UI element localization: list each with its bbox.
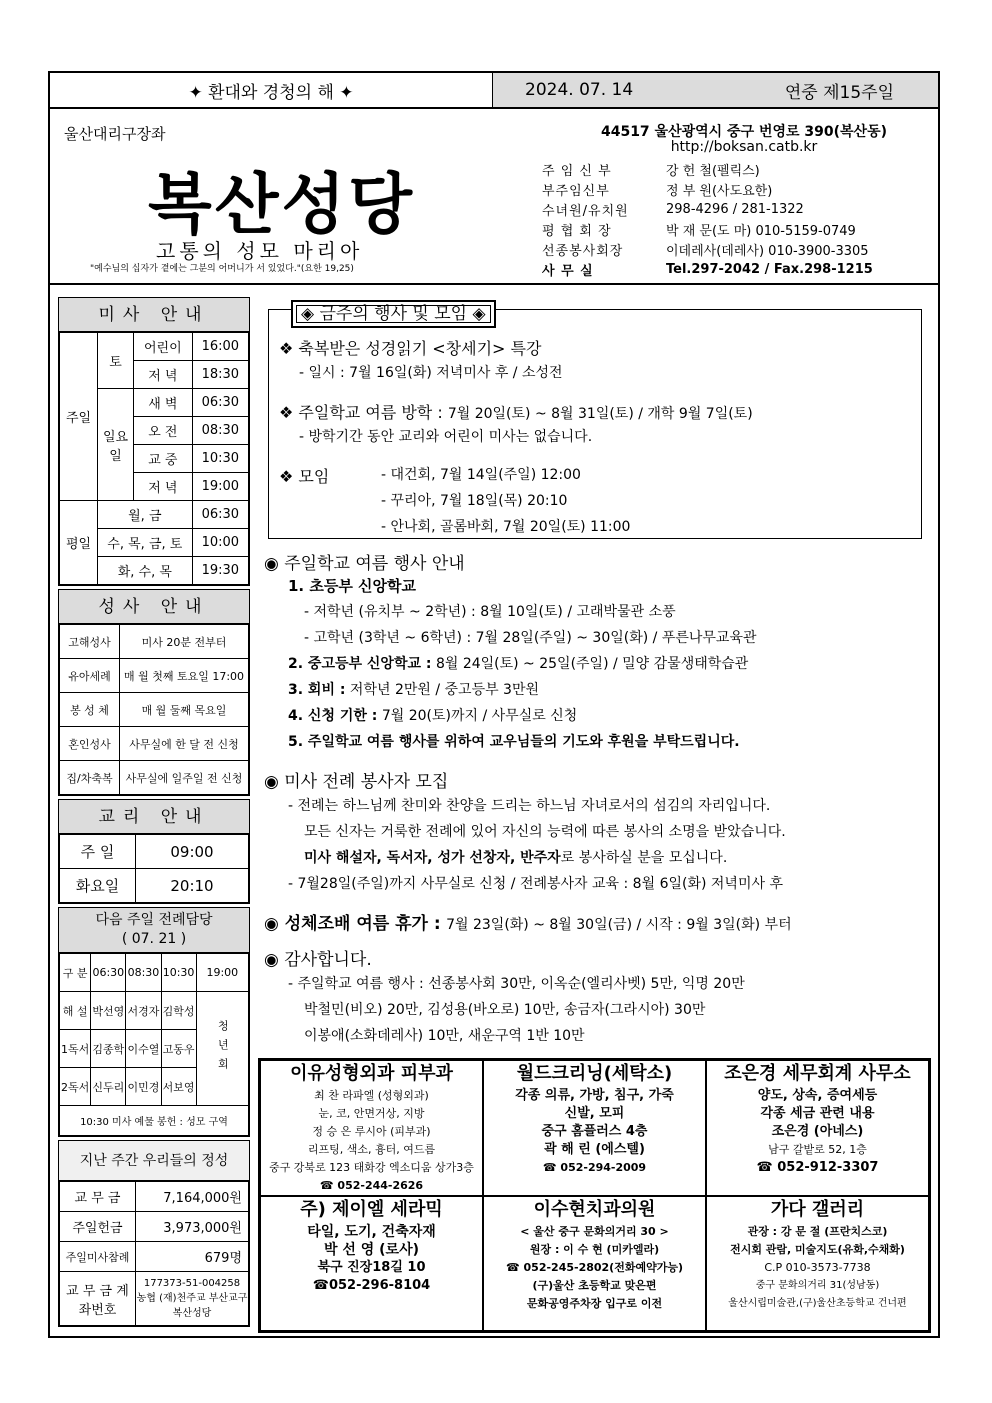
liturgy-apply: - 7월28일(주일)까지 사무실로 신청 / 전례봉사자 교육 : 8월 6일(화) 저녁미사 후 <box>288 876 783 892</box>
duty-person: 고동우 <box>161 1030 196 1068</box>
ad-line: < 울산 중구 문화의거리 30 > <box>520 1224 669 1238</box>
mass-table <box>59 332 249 585</box>
summer-elementary: 1. 초등부 신앙학교 <box>288 577 417 595</box>
ad-line: 눈, 코, 안면거상, 지방 <box>318 1107 425 1120</box>
doctrine-table <box>59 834 249 903</box>
duty-date: ( 07. 21 ) <box>121 931 187 947</box>
ad-name: 조은경 세무회계 사무소 <box>724 1063 911 1084</box>
duty-col-header: 10:30 <box>161 954 196 992</box>
mass-name: 화, 수, 목 <box>98 557 193 585</box>
staff-role: 주 임 신 부 <box>542 163 612 179</box>
ad-phone: ☎ 052-245-2802(전화예약가능) <box>505 1260 683 1274</box>
offering-info <box>58 1140 250 1327</box>
ad-line: 최 찬 라파엘 (성형외과) <box>314 1089 429 1102</box>
staff-row <box>542 179 932 199</box>
adoration-value: 7월 23일(화) ~ 8월 30일(금) / 시작 : 9월 3일(화) 부터 <box>446 917 792 933</box>
thanks-text: 박철민(비오) 20만, 김성용(바오로) 10만, 송금자(그라시아) 30만 <box>304 1002 706 1018</box>
ad-dermatology <box>260 1060 483 1196</box>
staff-value: 박 재 문(도 마) 010-5159-0749 <box>666 223 856 239</box>
mass-time: 19:30 <box>192 557 248 585</box>
account-number: 177373-51-004258 <box>143 1278 241 1289</box>
date-bar <box>493 73 938 107</box>
ad-line: 관장 : 강 문 절 (프란치스코) <box>747 1224 888 1238</box>
staff-value: 강 헌 철(펠릭스) <box>666 163 760 179</box>
ad-line: 남구 갈밭로 52, 1층 <box>768 1143 867 1156</box>
mass-time: 06:30 <box>192 389 248 417</box>
mass-name: 저 녁 <box>134 361 193 389</box>
doctrine-info <box>58 799 250 904</box>
mass-name: 수, 목, 금, 토 <box>98 529 193 557</box>
doctrine-title: 교리 안내 <box>59 800 249 834</box>
meeting-item: - 꾸리아, 7월 18일(목) 20:10 <box>381 493 568 509</box>
mass-time: 10:00 <box>192 529 248 557</box>
mass-time: 06:30 <box>192 501 248 529</box>
meeting-item: - 대건회, 7월 14일(주일) 12:00 <box>381 467 581 483</box>
mass-time: 10:30 <box>192 445 248 473</box>
sidebar <box>58 297 250 1330</box>
events-title: ◈ 금주의 행사 및 모임 ◈ <box>291 300 496 328</box>
summer-middle-value: 8월 24일(토) ~ 25일(주일) / 밀양 감물생태학습관 <box>435 656 749 672</box>
church-address: 44517 울산광역시 중구 번영로 390(복산동) <box>600 124 888 140</box>
ad-line: 중구 홈플러스 4층 <box>541 1124 648 1139</box>
adoration-title: ◉ 성체조배 여름 휴가 : <box>264 914 441 934</box>
saturday-label: 토 <box>98 333 134 389</box>
bible-quote: "예수님의 십자가 곁에는 그분의 어머니가 서 있었다."(요한 19,25) <box>90 264 354 274</box>
event-summer-dates: 7월 20일(토) ~ 8월 31일(토) / 개학 9월 7일(토) <box>447 406 753 422</box>
liturgy-roles <box>304 847 727 867</box>
duty-note: 10:30 미사 예물 봉헌 : 성모 구역 <box>60 1106 249 1136</box>
sacrament-title: 성사 안내 <box>59 590 249 624</box>
offering-value: 679명 <box>136 1242 249 1272</box>
doctrine-time: 09:00 <box>136 835 249 869</box>
weekday-label: 평일 <box>60 501 98 585</box>
staff-value: Tel.297-2042 / Fax.298-1215 <box>666 261 873 277</box>
liturgy-roles-list: 미사 해설자, 독서자, 성가 선창자, 반주자 <box>304 850 561 866</box>
ad-line: 각종 세금 관련 내용 <box>760 1106 875 1121</box>
ad-ceramic <box>260 1196 483 1332</box>
ad-line: 타일, 도기, 건축자재 <box>307 1223 436 1240</box>
duty-col-header: 구 분 <box>60 954 91 992</box>
summer-deadline <box>288 705 577 725</box>
duty-title: 다음 주일 전례담당 <box>95 912 213 928</box>
sacrament-info <box>58 589 250 796</box>
duty-person: 이민경 <box>126 1068 161 1106</box>
doctrine-day: 주 일 <box>60 835 136 869</box>
thanks-text: - 주일학교 여름 행사 : 선종봉사회 30만, 이옥순(엘리사벳) 5만, 익명 20만 <box>288 976 745 992</box>
thanks-title: ◉ 감사합니다. <box>264 950 372 970</box>
sacrament-value: 사무실에 일주일 전 신청 <box>120 761 249 795</box>
liturgical-sunday: 연중 제15주일 <box>784 82 894 103</box>
summer-middle-label: 2. 중고등부 신앙학교 : <box>288 656 432 672</box>
staff-row <box>542 219 932 239</box>
top-bar <box>50 73 938 109</box>
ad-line: 조은경 (아네스) <box>771 1124 864 1139</box>
duty-person: 서보영 <box>161 1068 196 1106</box>
sacrament-value: 사무실에 한 달 전 신청 <box>120 727 249 761</box>
offering-name: 주일헌금 <box>60 1212 136 1242</box>
summer-middle <box>288 653 748 673</box>
summer-fee <box>288 679 539 699</box>
ad-cleaning <box>483 1060 706 1196</box>
event-bible-lecture: ❖ 축복받은 성경읽기 <창세기> 특강 <box>279 339 542 358</box>
sacrament-name: 고해성사 <box>60 625 120 659</box>
sunday-sub-label: 일요일 <box>98 389 134 501</box>
mass-name: 새 벽 <box>134 389 193 417</box>
summer-deadline-label: 4. 신청 기한 : <box>288 708 378 724</box>
thanks-text: 이봉애(소화데레사) 10만, 새운구역 1반 10만 <box>304 1028 585 1044</box>
ad-phone: ☎052-296-8104 <box>312 1277 431 1293</box>
ad-line: 울산시립미술관,(구)울산초등학교 건너편 <box>728 1297 907 1309</box>
summer-fee-label: 3. 회비 : <box>288 682 346 698</box>
duty-youth: 청년회 <box>196 992 248 1106</box>
offering-name: 교 무 금 <box>60 1182 136 1212</box>
issue-date: 2024. 07. 14 <box>525 80 634 100</box>
meeting-item: - 안나회, 골롬바회, 7월 20일(토) 11:00 <box>381 519 631 535</box>
staff-value: 298-4296 / 281-1322 <box>666 201 804 217</box>
summer-fee-value: 저학년 2만원 / 중고등부 3만원 <box>349 682 540 698</box>
liturgy-text: - 전례는 하느님께 찬미와 찬양을 드리는 하느님 자녀로서의 섬김의 자리입니다. <box>288 798 771 814</box>
offering-title: 지난 주간 우리들의 정성 <box>59 1141 249 1181</box>
duty-person: 김종학 <box>91 1030 126 1068</box>
page-frame <box>48 71 940 1338</box>
year-theme: ✦ 환대와 경청의 해 ✦ <box>50 73 493 107</box>
duty-person: 이수열 <box>126 1030 161 1068</box>
duty-person: 김학성 <box>161 992 196 1030</box>
ad-line: 중구 강북로 123 태화강 엑소디움 상가3층 <box>269 1161 474 1174</box>
ad-dental <box>483 1196 706 1332</box>
staff-value: 이데레사(데레사) 010-3900-3305 <box>666 243 869 259</box>
sacrament-value: 매 월 첫째 토요일 17:00 <box>120 659 249 693</box>
ad-phone: ☎ 052-294-2009 <box>542 1161 647 1174</box>
ad-line: 곽 해 린 (에스텔) <box>544 1142 645 1157</box>
account-info <box>136 1272 249 1326</box>
mass-name: 저 녁 <box>134 473 193 501</box>
staff-row <box>542 259 932 279</box>
offering-value: 7,164,000원 <box>136 1182 249 1212</box>
staff-role: 수녀원/유치원 <box>542 203 629 219</box>
offering-name: 주일미사참례 <box>60 1242 136 1272</box>
ad-gallery <box>706 1196 929 1332</box>
sacrament-name: 혼인성사 <box>60 727 120 761</box>
mass-time: 08:30 <box>192 417 248 445</box>
duty-col-header: 06:30 <box>91 954 126 992</box>
duty-col-header: 08:30 <box>126 954 161 992</box>
staff-role: 사 무 실 <box>542 263 594 279</box>
summer-deadline-value: 7월 20(토)까지 / 사무실로 신청 <box>381 708 578 724</box>
patron-saint: 고통의 성모 마리아 <box>156 239 364 263</box>
liturgy-title: ◉ 미사 전례 봉사자 모집 <box>264 772 449 792</box>
account-holder: 복산성당 <box>172 1308 212 1319</box>
mass-name: 월, 금 <box>98 501 193 529</box>
events-box <box>268 304 922 539</box>
mass-name: 교 중 <box>134 445 193 473</box>
mass-time: 19:00 <box>192 473 248 501</box>
mass-time: 16:00 <box>192 333 248 361</box>
liturgy-duty <box>58 907 250 1137</box>
duty-col-header: 19:00 <box>196 954 248 992</box>
ad-line: 리프팅, 색소, 흉터, 여드름 <box>307 1143 436 1156</box>
sacrament-name: 유아세례 <box>60 659 120 693</box>
ad-name: 월드크리닝(세탁소) <box>516 1063 673 1084</box>
adoration-notice <box>264 909 792 934</box>
sacrament-value: 미사 20분 전부터 <box>120 625 249 659</box>
diocese: 울산대리구장좌 <box>64 125 166 143</box>
account-label: 교 무 금 계좌번호 <box>60 1272 136 1326</box>
ad-line: 북구 진장18길 10 <box>317 1259 426 1275</box>
summer-support: 5. 주일학교 여름 행사를 위하여 교우님들의 기도와 후원을 부탁드립니다. <box>288 734 740 750</box>
mass-name: 오 전 <box>134 417 193 445</box>
staff-row <box>542 199 932 219</box>
mass-time: 18:30 <box>192 361 248 389</box>
staff-row <box>542 239 932 259</box>
header-divider <box>50 283 938 285</box>
duty-role: 해 설 <box>60 992 91 1030</box>
doctrine-day: 화요일 <box>60 869 136 903</box>
doctrine-time: 20:10 <box>136 869 249 903</box>
staff-value: 정 부 원(사도요한) <box>666 183 773 199</box>
mass-schedule <box>58 297 250 586</box>
account-bank: 농협 (재)천주교 부산교구 <box>136 1293 248 1304</box>
event-summer-label: ❖ 주일학교 여름 방학 : <box>279 403 443 422</box>
ad-line: 신발, 모피 <box>564 1106 625 1121</box>
ad-line: 정 승 은 루시아 (피부과) <box>312 1125 431 1138</box>
summer-elementary-high: - 고학년 (3학년 ~ 6학년) : 7월 28일(주일) ~ 30일(화) / 푸른나무교육관 <box>304 630 757 646</box>
ad-name: 가다 갤러리 <box>770 1198 865 1220</box>
event-bible-detail: - 일시 : 7월 16일(화) 저녁미사 후 / 소성전 <box>299 365 563 381</box>
ad-line: 문화공영주차장 입구로 이전 <box>526 1296 663 1310</box>
duty-header <box>59 908 249 953</box>
ad-phone: ☎ 052-244-2626 <box>319 1179 424 1192</box>
ad-line: 전시회 관람, 미술지도(유화,수채화) <box>730 1242 905 1256</box>
ad-line: 중구 문화의거리 31(성남동) <box>755 1279 880 1291</box>
staff-role: 부주임신부 <box>542 183 610 199</box>
duty-person: 신두리 <box>91 1068 126 1106</box>
ad-tax-office <box>706 1060 929 1196</box>
sacrament-value: 매 월 둘째 목요일 <box>120 693 249 727</box>
duty-role: 1독서 <box>60 1030 91 1068</box>
offering-value: 3,973,000원 <box>136 1212 249 1242</box>
summer-elementary-low: - 저학년 (유치부 ~ 2학년) : 8월 10일(토) / 고래박물관 소풍 <box>304 604 676 620</box>
ad-grid <box>258 1058 931 1333</box>
event-meeting: ❖ 모임 <box>279 467 330 486</box>
staff-list <box>542 159 932 279</box>
staff-role: 평 협 회 장 <box>542 223 612 239</box>
website-link[interactable]: http://boksan.catb.kr <box>670 139 818 155</box>
ad-line: 양도, 상속, 증여세등 <box>757 1088 878 1103</box>
ad-phone: ☎ 052-912-3307 <box>756 1160 879 1175</box>
liturgy-text: 모든 신자는 거룩한 전례에 있어 자신의 능력에 따른 봉사의 소명을 받았습니다. <box>304 824 786 840</box>
staff-row <box>542 159 932 179</box>
staff-role: 선종봉사회장 <box>542 243 624 259</box>
mass-name: 어린이 <box>134 333 193 361</box>
duty-person: 서경자 <box>126 992 161 1030</box>
sacrament-name: 집/차축복 <box>60 761 120 795</box>
event-summer-detail: - 방학기간 동안 교리와 어린이 미사는 없습니다. <box>299 429 593 445</box>
duty-table <box>59 953 249 1136</box>
duty-role: 2독서 <box>60 1068 91 1106</box>
church-name: 복산성당 <box>148 165 416 243</box>
ad-name: 주) 제이엘 세라믹 <box>300 1198 443 1220</box>
liturgy-roles-tail: 로 봉사하실 분을 모십니다. <box>560 850 728 866</box>
ad-name: 이유성형외과 피부과 <box>290 1063 453 1084</box>
event-summer-break <box>279 400 753 423</box>
summer-title: ◉ 주일학교 여름 행사 안내 <box>264 554 465 574</box>
sacrament-name: 봉 성 체 <box>60 693 120 727</box>
ad-name: 이수현치과의원 <box>533 1198 656 1220</box>
sunday-label: 주일 <box>60 333 98 501</box>
ad-phone: C.P 010-3573-7738 <box>764 1260 871 1274</box>
ad-line: (구)울산 초등학교 맞은편 <box>532 1278 657 1292</box>
duty-person: 박선영 <box>91 992 126 1030</box>
ad-line: 원장 : 이 수 현 (미카엘라) <box>529 1242 660 1256</box>
sacrament-table <box>59 624 249 795</box>
offering-table <box>59 1181 249 1326</box>
mass-title: 미사 안내 <box>59 298 249 332</box>
ad-line: 박 선 영 (로사) <box>323 1241 420 1258</box>
ad-line: 각종 의류, 가방, 침구, 가죽 <box>515 1088 674 1103</box>
